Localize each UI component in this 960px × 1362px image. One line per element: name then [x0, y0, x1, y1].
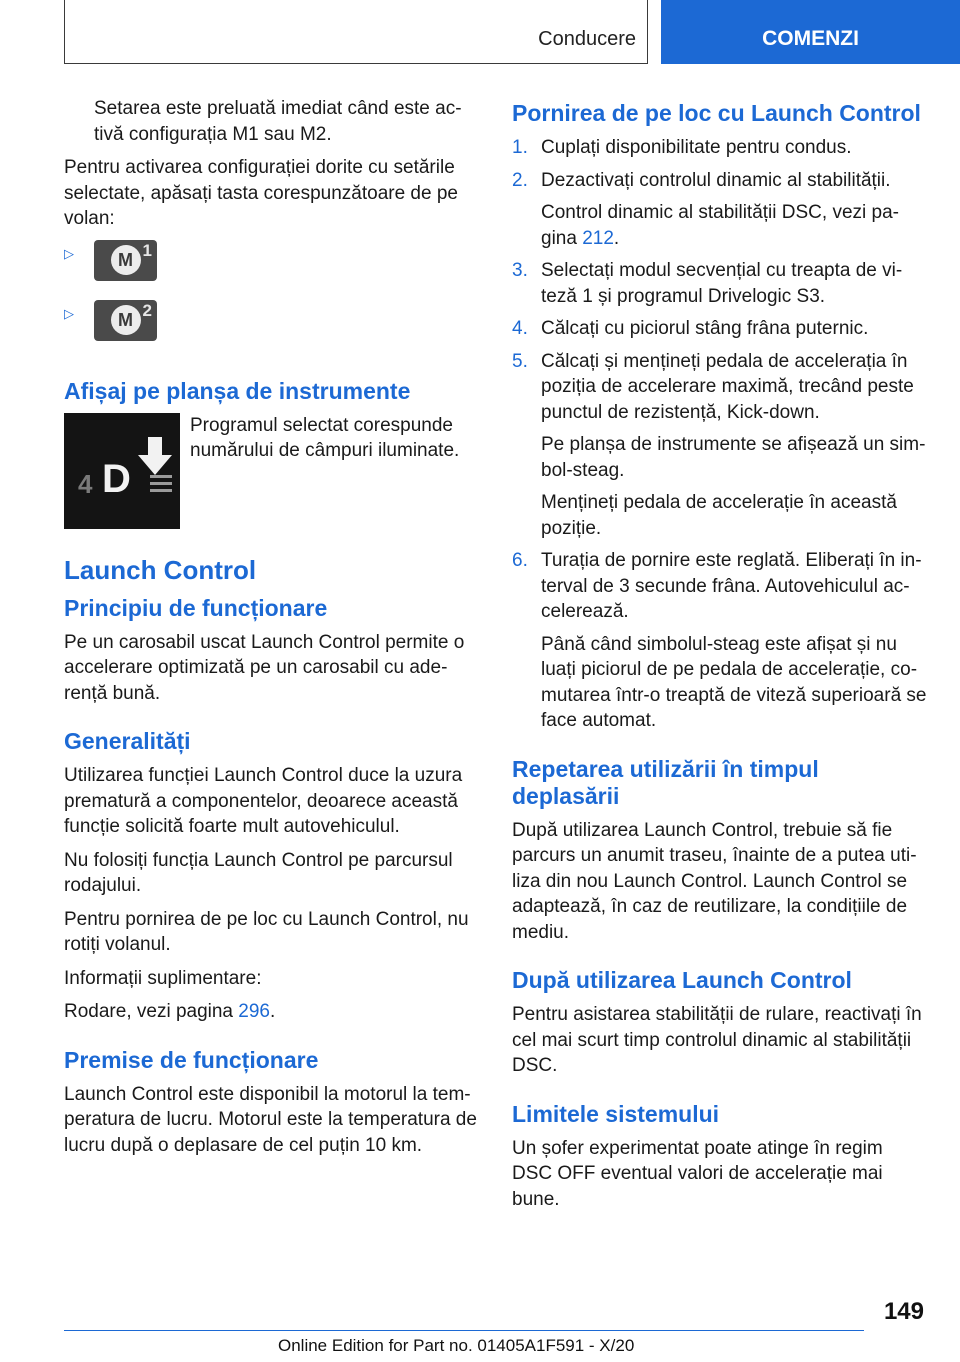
- page-link-296[interactable]: 296: [238, 1001, 270, 1022]
- heading-launch-control: Launch Control: [64, 554, 257, 585]
- triangle-bullet-icon: ▷: [64, 245, 74, 261]
- list-item: 3. Selectați modul secvențial cu treapta de viteză 1 și programul Drivelogic S3.: [512, 260, 903, 307]
- heading-repeat: Repetarea utilizării în timpul deplasării: [512, 755, 819, 809]
- list-item: 6. Turația de pornire este reglată. Eliberați în interval de 3 secunde frâna. Autovehiculul accelerează. Până când simbolul-steag este afișat și nu luați piciorul de pe pedala de accelerație, comutarea într-o treaptă de viteză superioară se face automat.: [512, 550, 927, 731]
- page-link-212[interactable]: 212: [582, 227, 614, 249]
- repeat-paragraph: După utilizarea Launch Control, trebuie să fie parcurs un anumit traseu, înainte de a putea utiliza din nou Launch Control. Launch Control se adaptează, în caz de reutilizare, la condițiile de mediu.: [512, 819, 917, 943]
- gear-display-image: [64, 413, 180, 529]
- right-column: [512, 100, 928, 1220]
- list-item: [64, 300, 480, 356]
- triangle-bullet-icon: ▷: [64, 305, 74, 321]
- display-block: [64, 413, 480, 529]
- general-paragraph-1: Utilizarea funcției Launch Control duce la uzura prematură a componentelor, deoarece această funcție solicită foarte mult autovehiculul.: [64, 765, 463, 837]
- display-paragraph: Programul selectat corespunde numărului de câmpuri iluminate.: [190, 414, 460, 461]
- list-item: 4. Călcați cu piciorul stâng frâna puternic.: [512, 318, 869, 339]
- heading-limits: Limitele sistemului: [512, 1100, 720, 1127]
- general-paragraph-5: Rodare, vezi pagina 296.: [64, 1001, 276, 1022]
- heading-premise: Premise de funcționare: [64, 1046, 319, 1073]
- left-column: [64, 96, 480, 1166]
- header-section: Conducere: [538, 28, 636, 50]
- limits-paragraph: Un șofer experimentat poate atinge în regim DSC OFF eventual valori de accelerație mai bune.: [512, 1137, 883, 1210]
- m1-button-icon: M 1: [94, 240, 157, 281]
- heading-general: Generalități: [64, 728, 191, 754]
- heading-principle: Principiu de funcționare: [64, 594, 328, 621]
- general-paragraph-3: Pentru pornirea de pe loc cu Launch Control, nu rotiți volanul.: [64, 908, 469, 955]
- list-item: 1. Cuplați disponibilitate pentru condus.: [512, 137, 852, 158]
- heading-after: După utilizarea Launch Control: [512, 967, 852, 993]
- activate-paragraph: Pentru activarea configurației dorite cu setările selectate, apăsați tasta corespunzătoare de pe volan:: [64, 157, 458, 229]
- steps-list: [512, 135, 928, 734]
- list-item: 2. Dezactivați controlul dinamic al stabilității. Control dinamic al stabilității DSC, vezi pagina 212.: [512, 169, 899, 249]
- principle-paragraph: Pe un carosabil uscat Launch Control permite o accelerare optimizată pe un carosabil cu aderență bună.: [64, 631, 465, 704]
- display-gear-letter: D: [102, 456, 131, 501]
- header-chapter-tab[interactable]: COMENZI: [661, 0, 960, 64]
- footer-edition: Online Edition for Part no. 01405A1F591 - X/20: [278, 1336, 635, 1355]
- after-paragraph: Pentru asistarea stabilității de rulare, reactivați în cel mai scurt timp controlul dinamic al stabilității DSC.: [512, 1004, 922, 1076]
- list-item: [64, 240, 480, 296]
- general-paragraph-2: Nu folosiți funcția Launch Control pe parcursul rodajului.: [64, 849, 453, 896]
- list-item: 5. Călcați și mențineți pedala de accelerația în poziția de accelerare maximă, trecând peste punctul de rezistență, Kick-down. Pe planșa de instrumente se afișează un simbol-steag. Mențineți pedala de accelerație în această poziție.: [512, 350, 926, 539]
- m2-button-icon: M 2: [94, 300, 157, 341]
- premise-paragraph: Launch Control este disponibil la motorul la temperatura de lucru. Motorul este la temperatura de lucru după o deplasare de cel puțin 10 km.: [64, 1083, 477, 1156]
- footer-divider: [64, 1330, 864, 1331]
- intro-continuation: Setarea este preluată imediat când este activă configurația M1 sau M2.: [94, 98, 462, 145]
- level-lines-icon: [148, 473, 174, 497]
- page-number: 149: [883, 1298, 924, 1325]
- heading-start: Pornirea de pe loc cu Launch Control: [512, 100, 921, 126]
- general-paragraph-4: Informații suplimentare:: [64, 967, 262, 989]
- display-gear-number: 4: [78, 468, 93, 499]
- heading-display: Afișaj pe planșa de instrumente: [64, 377, 411, 404]
